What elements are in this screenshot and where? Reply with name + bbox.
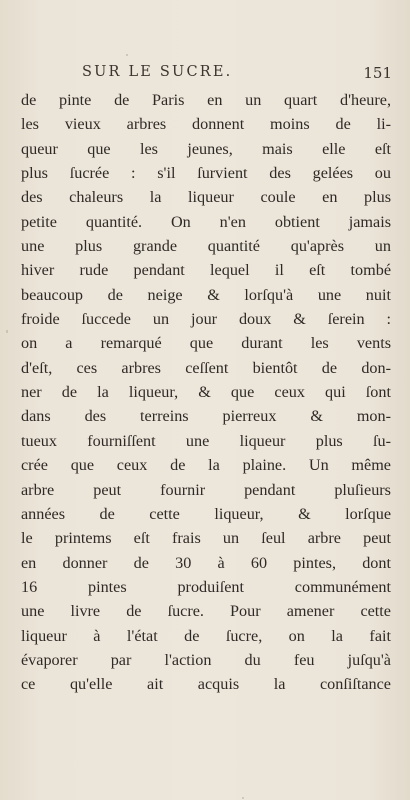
text-line: arbre peut fournir pendant pluſieurs [21, 480, 391, 499]
text-line: évaporer par l'action du feu juſqu'à [21, 650, 391, 669]
running-head: SUR LE SUCRE. [82, 64, 233, 80]
body-text [21, 88, 391, 697]
text-line: beaucoup de neige & lorſqu'à une nuit [21, 285, 391, 304]
paper-fleck [242, 797, 244, 799]
page-number: 151 [363, 64, 392, 82]
text-line: ce qu'elle ait acquis la conſiſtance [21, 675, 391, 694]
text-line: tueux fourniſſent une liqueur plus ſu- [21, 431, 391, 450]
text-line: en donner de 30 à 60 pintes, dont [21, 553, 391, 572]
text-line: plus ſucrée : s'il ſurvient des gelées ou [21, 164, 391, 183]
text-line: de pinte de Paris en un quart d'heure, [21, 91, 391, 109]
paper-fleck [6, 330, 8, 333]
text-line: crée que ceux de la plaine. Un même [21, 456, 391, 475]
text-line: froide ſuccede un jour doux & ſerein : [21, 310, 391, 329]
text-line: le printems eſt frais un ſeul arbre peut [21, 529, 391, 548]
text-line: une plus grande quantité qu'après un [21, 237, 391, 256]
text-line: on a remarqué que durant les vents [21, 334, 391, 353]
text-line: 16 pintes produiſent communément [21, 577, 391, 596]
text-line: petite quantité. On n'en obtient jamais [21, 212, 391, 231]
text-line: dans des terreins pierreux & mon- [21, 407, 391, 426]
text-line: des chaleurs la liqueur coule en plus [21, 188, 391, 207]
text-line: hiver rude pendant lequel il eſt tombé [21, 261, 391, 280]
page-header [82, 64, 392, 84]
text-line: ner de la liqueur, & que ceux qui ſont [21, 383, 391, 402]
text-line: années de cette liqueur, & lorſque [21, 504, 391, 523]
text-line: d'eſt, ces arbres ceſſent bientôt de don- [21, 358, 391, 377]
text-line: queur que les jeunes, mais elle eſt [21, 139, 391, 158]
paper-fleck [126, 54, 128, 56]
text-line: liqueur à l'état de ſucre, on la fait [21, 626, 391, 645]
text-line: les vieux arbres donnent moins de li- [21, 115, 391, 134]
text-line: une livre de ſucre. Pour amener cette [21, 602, 391, 621]
